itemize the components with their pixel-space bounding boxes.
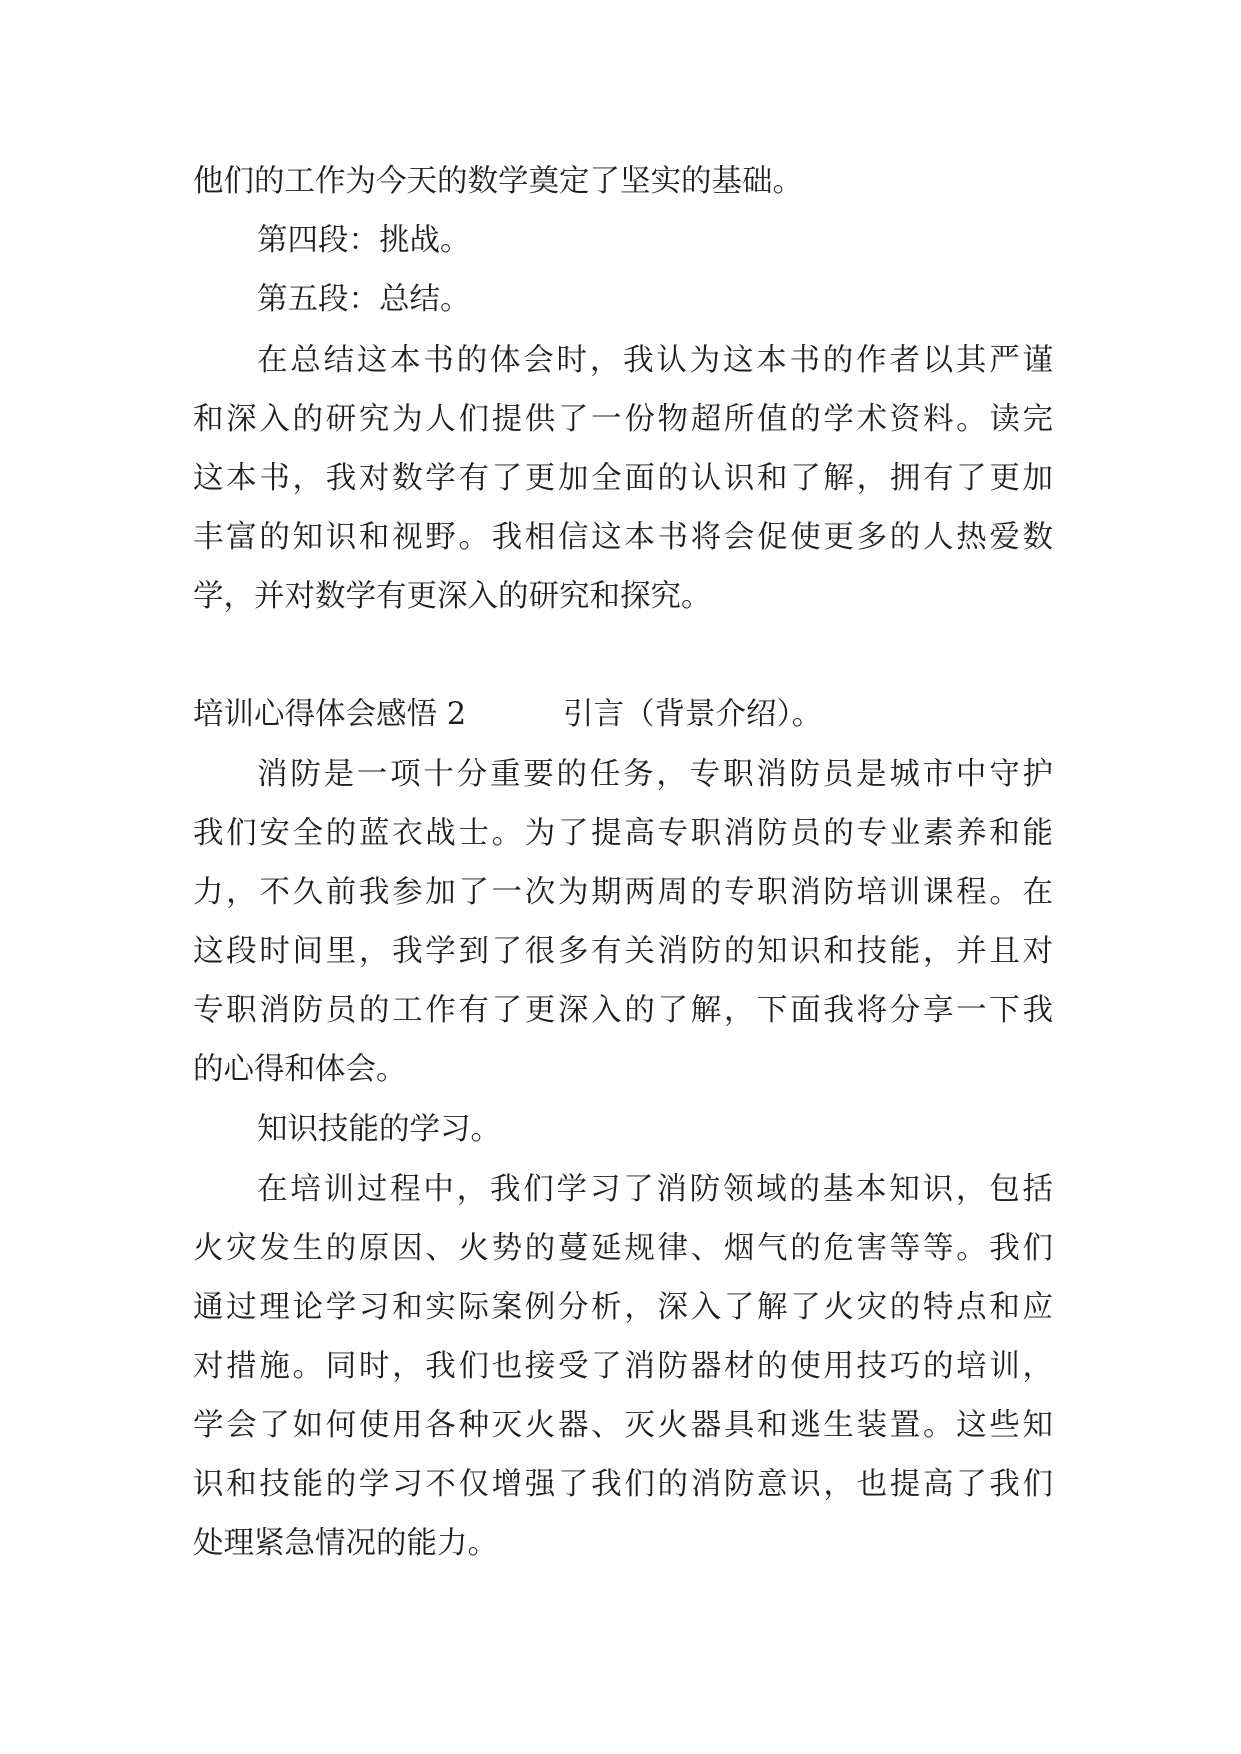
paragraph-line: 识和技能的学习不仅增强了我们的消防意识，也提高了我们	[193, 1467, 1053, 1502]
paragraph-line: 通过理论学习和实际案例分析，深入了解了火灾的特点和应	[193, 1290, 1053, 1325]
paragraph-line: 在培训过程中，我们学习了消防领域的基本知识，包括	[257, 1172, 1053, 1207]
paragraph-line: 火灾发生的原因、火势的蔓延规律、烟气的危害等等。我们	[193, 1231, 1053, 1266]
section-title: 培训心得体会感悟 2	[193, 697, 467, 732]
paragraph-line: 对措施。同时，我们也接受了消防器材的使用技巧的培训，	[193, 1349, 1053, 1384]
paragraph-line: 这段时间里，我学到了很多有关消防的知识和技能，并且对	[193, 934, 1053, 969]
paragraph-line: 和深入的研究为人们提供了一份物超所值的学术资料。读完	[193, 402, 1053, 437]
paragraph-line: 学会了如何使用各种灭火器、灭火器具和逃生装置。这些知	[193, 1408, 1053, 1443]
paragraph-line: 处理紧急情况的能力。	[193, 1526, 498, 1561]
paragraph-line: 力，不久前我参加了一次为期两周的专职消防培训课程。在	[193, 875, 1053, 910]
heading-fifth-section: 第五段：总结。	[257, 282, 471, 317]
paragraph-line: 丰富的知识和视野。我相信这本书将会促使更多的人热爱数	[193, 520, 1053, 555]
section-subtitle: 引言（背景介绍）。	[563, 697, 823, 732]
paragraph-line: 在总结这本书的体会时，我认为这本书的作者以其严谨	[257, 343, 1053, 378]
paragraph-line: 学，并对数学有更深入的研究和探究。	[193, 579, 712, 614]
subheading-knowledge-skills: 知识技能的学习。	[257, 1112, 501, 1147]
paragraph-line: 专职消防员的工作有了更深入的了解，下面我将分享一下我	[193, 993, 1053, 1028]
section-title-row	[193, 695, 1053, 735]
heading-fourth-section: 第四段：挑战。	[257, 223, 471, 258]
paragraph-line: 我们安全的蓝衣战士。为了提高专职消防员的专业素养和能	[193, 816, 1053, 851]
paragraph-line: 的心得和体会。	[193, 1052, 407, 1087]
paragraph-line: 他们的工作为今天的数学奠定了坚实的基础。	[193, 164, 803, 199]
paragraph-line: 消防是一项十分重要的任务，专职消防员是城市中守护	[257, 757, 1053, 792]
paragraph-line: 这本书，我对数学有了更加全面的认识和了解，拥有了更加	[193, 461, 1053, 496]
